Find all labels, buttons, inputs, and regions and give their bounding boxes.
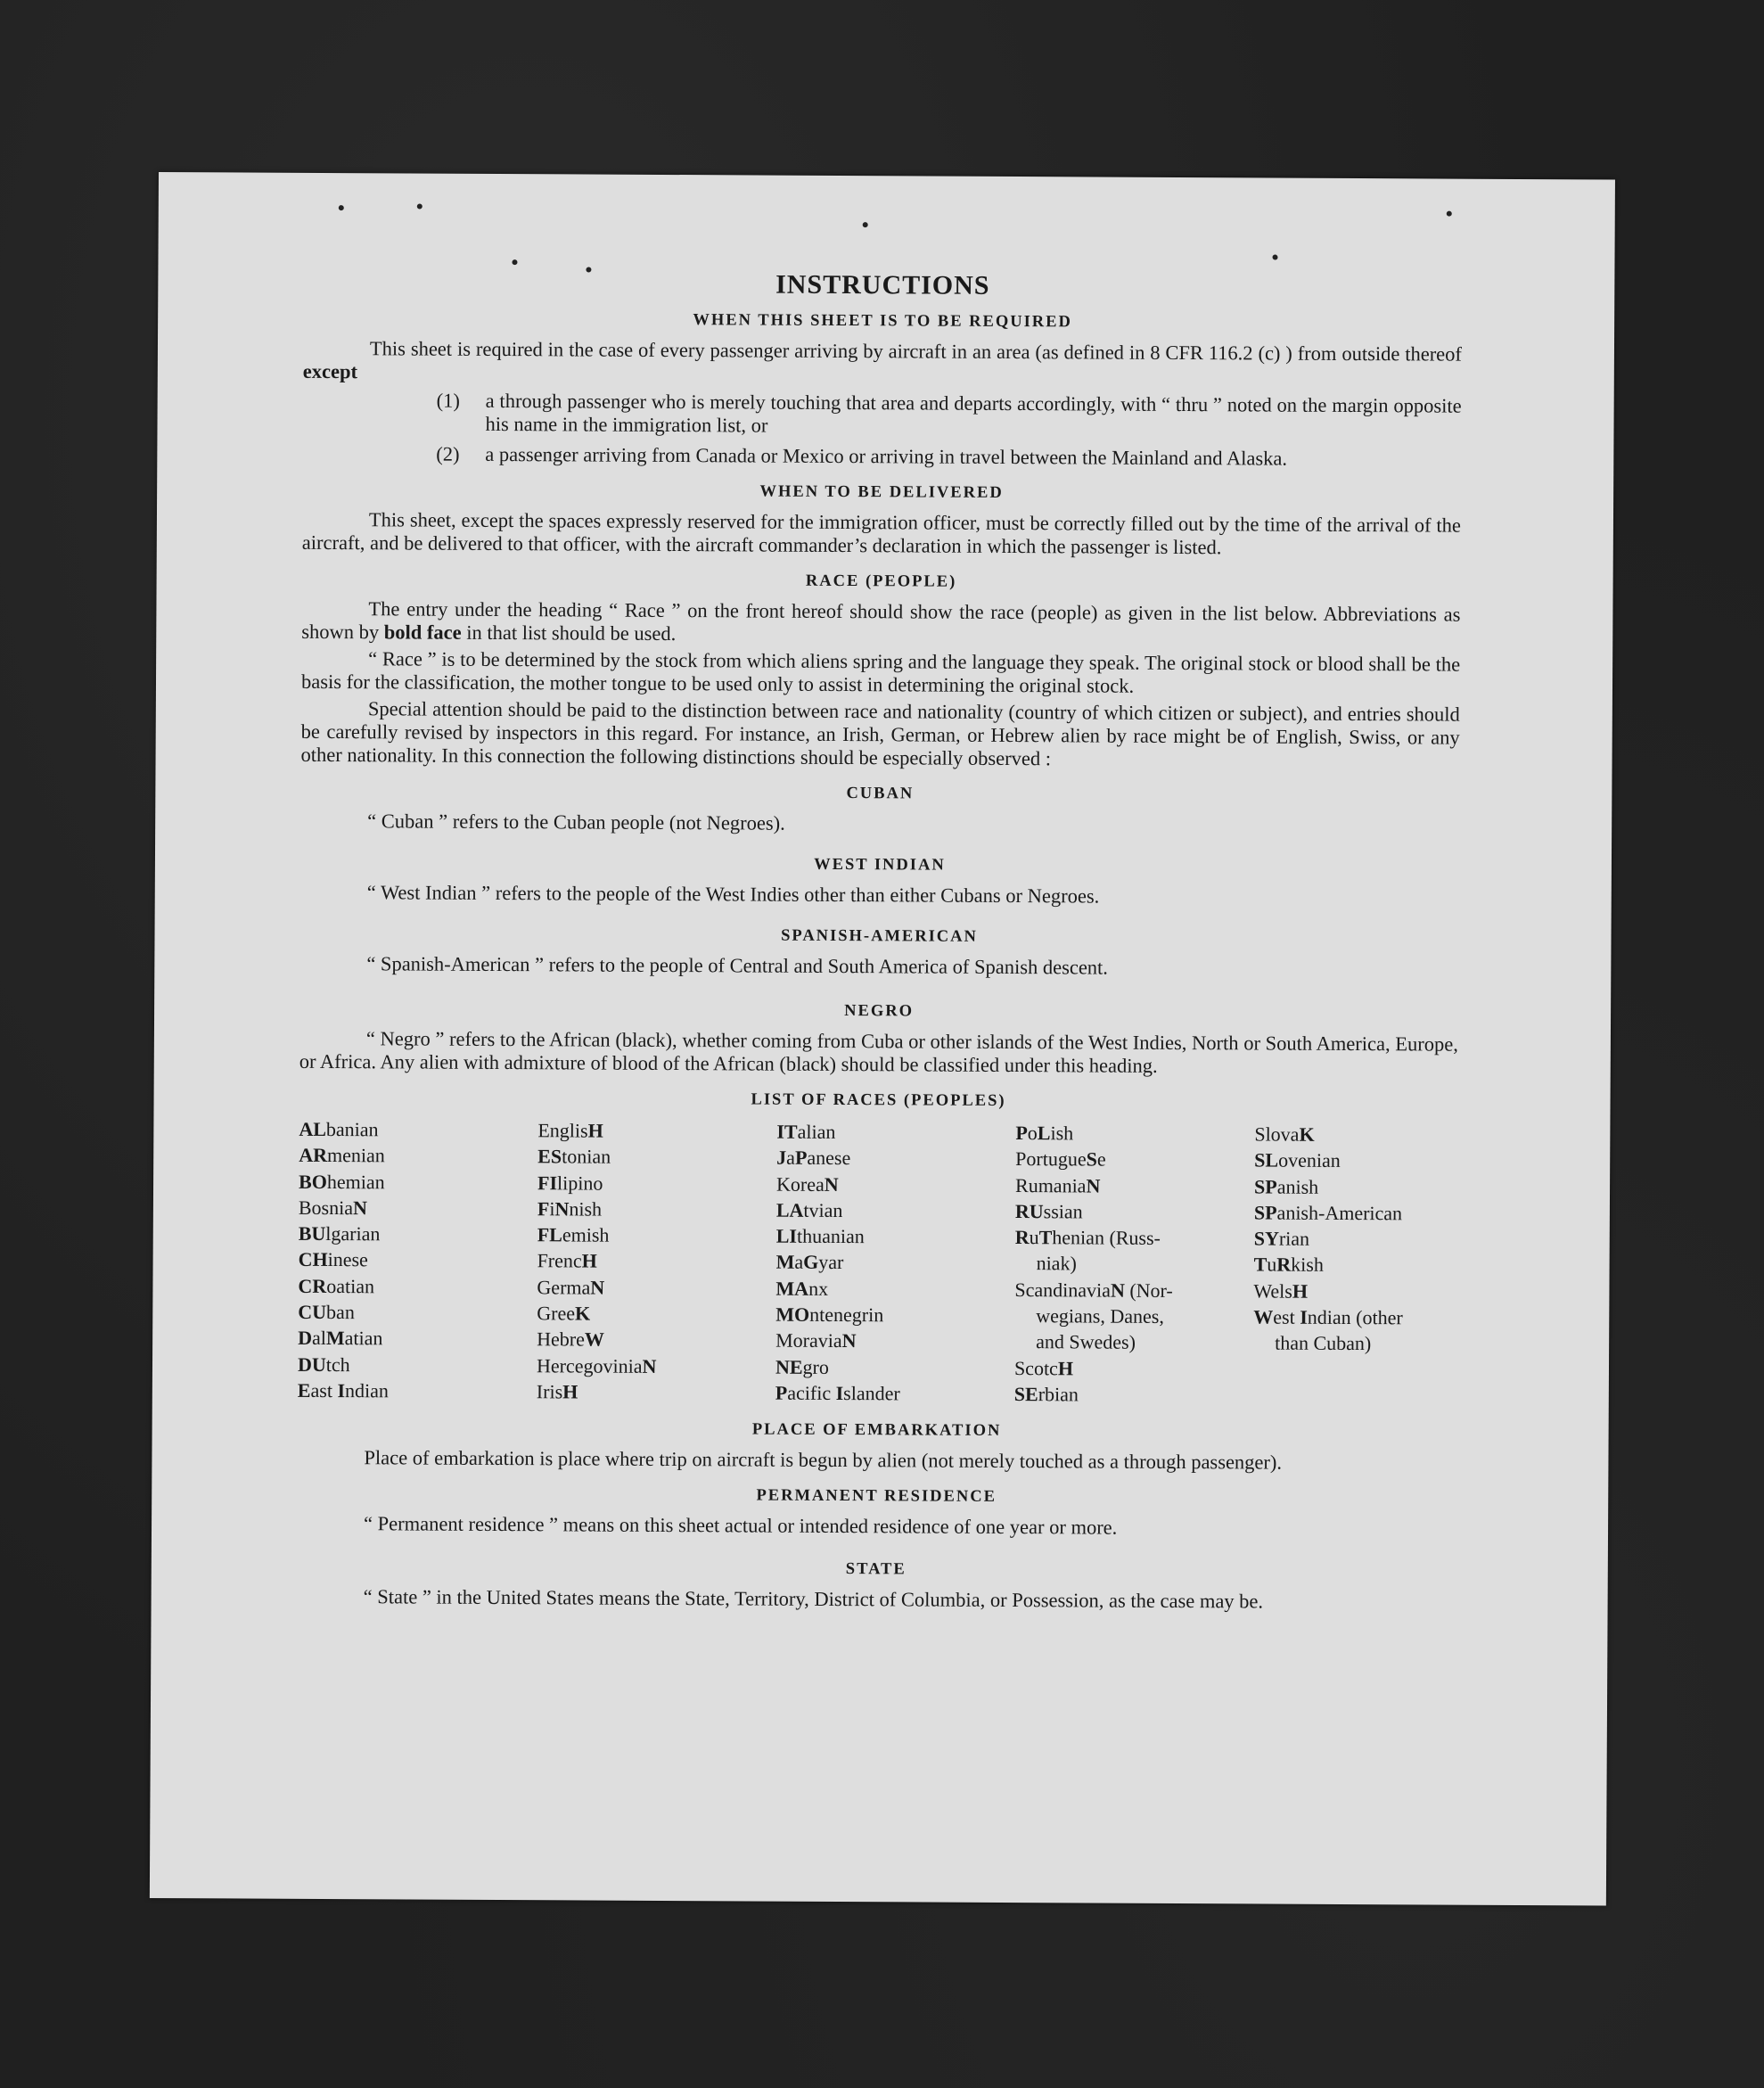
race-entry: niak) xyxy=(1036,1252,1077,1275)
race-entry: BOhemian xyxy=(299,1170,385,1193)
race-paragraph-1: The entry under the heading “ Race ” on the front hereof should show the race (people) as given in the list below. Abbreviations as shown by bold face in that list should be used. xyxy=(301,597,1461,645)
race-entry: PortugueSe xyxy=(1015,1147,1106,1171)
document-page xyxy=(150,172,1615,1906)
race-entry: HercegoviniaN xyxy=(536,1353,657,1377)
races-column xyxy=(1253,1121,1458,1409)
speck xyxy=(863,222,868,227)
heading-negro: NEGRO xyxy=(844,1002,915,1021)
speck xyxy=(1273,255,1278,260)
race-entry: IrisH xyxy=(536,1380,578,1403)
race-entry: TuRkish xyxy=(1253,1253,1324,1277)
race-entry: EnglisH xyxy=(537,1119,603,1142)
races-list xyxy=(298,1116,1458,1410)
race-entry: LAtvian xyxy=(775,1198,843,1221)
spanish-american-text: “ Spanish-American ” refers to the people of Central and South America of Spanish descent. xyxy=(366,952,1109,979)
race-entry: EStonian xyxy=(537,1145,611,1168)
race-entry: than Cuban) xyxy=(1275,1331,1372,1355)
heading-state: STATE xyxy=(845,1560,907,1579)
race-entry: RuThenian (Russ- xyxy=(1014,1226,1161,1250)
speck xyxy=(339,205,344,210)
speck xyxy=(417,204,423,210)
heading-delivered: WHEN TO BE DELIVERED xyxy=(759,482,1004,502)
heading-cuban: CUBAN xyxy=(846,785,915,803)
heading-race: RACE (PEOPLE) xyxy=(805,571,957,591)
race-entry: BosniaN xyxy=(298,1196,368,1220)
residence-text: “ Permanent residence ” means on this sheet actual or intended residence of one year or more. xyxy=(364,1512,1118,1539)
race-entry: RumaniaN xyxy=(1014,1173,1101,1197)
race-entry: MoraviaN xyxy=(775,1329,857,1352)
races-column xyxy=(537,1117,777,1406)
heading-embarkation: PLACE OF EMBARKATION xyxy=(751,1420,1002,1441)
page-title: INSTRUCTIONS xyxy=(775,269,990,300)
speck xyxy=(1447,211,1452,217)
race-entry: and Swedes) xyxy=(1036,1330,1136,1354)
speck xyxy=(512,259,517,265)
race-entry: WelsH xyxy=(1253,1279,1309,1303)
race-entry: wegians, Danes, xyxy=(1036,1304,1164,1328)
state-text: “ State ” in the United States means the State, Territory, District of Columbia, or Possession, as the case may be. xyxy=(363,1585,1264,1613)
race-entry: ITalian xyxy=(776,1120,836,1143)
race-paragraph-3: Special attention should be paid to the distinction between race and nationality (country of which citizen or subject), and entries should be carefully revised by inspectors in this regard. For instance, an Irish, German, or Hebrew alien by race might be of English, Swiss, or any other nationality. In this connection the following distinctions should be especially observed : xyxy=(300,697,1460,770)
race-entry: SlovaK xyxy=(1254,1122,1315,1146)
race-entry: JaPanese xyxy=(776,1146,851,1170)
race-entry: CRoatian xyxy=(298,1274,375,1298)
race-entry: SPanish-American xyxy=(1253,1201,1403,1225)
embarkation-text: Place of embarkation is place where trip on aircraft is begun by alien (not merely touched as a through passenger). xyxy=(364,1446,1283,1474)
races-column xyxy=(298,1116,538,1405)
race-entry: CHinese xyxy=(298,1248,368,1271)
race-entry: DUtch xyxy=(297,1352,350,1376)
race-entry: BUlgarian xyxy=(298,1222,381,1245)
race-entry: ScandinaviaN (Nor- xyxy=(1014,1278,1173,1302)
races-column xyxy=(1014,1120,1255,1409)
race-entry: PoLish xyxy=(1015,1122,1074,1145)
race-entry: LIthuanian xyxy=(775,1224,865,1248)
race-entry: CUban xyxy=(298,1300,355,1324)
race-entry: MOntenegrin xyxy=(775,1303,884,1327)
heading-required: WHEN THIS SHEET IS TO BE REQUIRED xyxy=(693,311,1072,332)
race-entry: KoreaN xyxy=(776,1172,839,1196)
race-entry: ScotcH xyxy=(1013,1356,1074,1380)
required-intro: This sheet is required in the case of every passenger arriving by aircraft in an area (as defined in 8 CFR 116.2 (c) ) from outside thereof except xyxy=(302,337,1463,383)
race-entry: SLovenian xyxy=(1254,1148,1341,1172)
west-indian-text: “ West Indian ” refers to the people of the West Indies other than either Cubans or Negroes. xyxy=(366,881,1100,908)
heading-west-indian: WEST INDIAN xyxy=(814,855,946,875)
race-entry: ARmenian xyxy=(299,1144,385,1167)
races-column xyxy=(775,1119,1016,1408)
race-entry: FIlipino xyxy=(537,1171,603,1195)
race-entry: ALbanian xyxy=(299,1117,379,1141)
negro-text: “ Negro ” refers to the African (black), whether coming from Cuba or other islands of the West Indies, North or South America, Europe, or Africa. Any alien with admixture of blood of the African (black) should be classified under this heading. xyxy=(299,1027,1458,1077)
race-entry: GreeK xyxy=(537,1302,591,1325)
race-entry: Pacific Islander xyxy=(775,1381,900,1405)
race-entry: NEgro xyxy=(775,1355,829,1378)
race-entry: FrencH xyxy=(537,1249,597,1273)
race-paragraph-2: “ Race ” is to be determined by the stock from which aliens spring and the language they speak. The original stock or blood shall be the basis for the classification, the mother tongue to be used only to assist in determining the original stock. xyxy=(300,647,1461,697)
heading-spanish-american: SPANISH-AMERICAN xyxy=(781,926,978,946)
race-entry: HebreW xyxy=(537,1328,604,1352)
heading-list-of-races: LIST OF RACES (PEOPLES) xyxy=(751,1090,1006,1110)
race-entry: RUssian xyxy=(1014,1199,1083,1223)
race-entry: FiNnish xyxy=(537,1197,603,1221)
race-entry: SPanish xyxy=(1253,1175,1319,1198)
race-entry: SYrian xyxy=(1253,1227,1310,1250)
race-entry: East Indian xyxy=(297,1378,390,1402)
race-entry: SErbian xyxy=(1013,1383,1079,1406)
race-entry: FLemish xyxy=(537,1223,610,1246)
instructions-content xyxy=(297,271,1463,1615)
race-entry: GermaN xyxy=(537,1276,605,1299)
race-entry: MaGyar xyxy=(775,1251,844,1274)
required-item-1: (1) a through passenger who is merely touching that area and departs accordingly, with “ thru ” noted on the margin opposite his name in the immigration list, or xyxy=(436,389,1462,437)
delivered-text: This sheet, except the spaces expressly reserved for the immigration officer, must be correctly filled out by the time of the arrival of the aircraft, and be delivered to that officer, with the aircraft commander’s declaration in which the passenger is listed. xyxy=(301,508,1462,559)
cuban-text: “ Cuban ” refers to the Cuban people (not Negroes). xyxy=(367,810,785,834)
required-item-2: (2) a passenger arriving from Canada or Mexico or arriving in travel between the Mainland and Alaska. xyxy=(436,442,1288,470)
race-entry: DalMatian xyxy=(298,1327,383,1350)
race-entry: MAnx xyxy=(775,1277,829,1300)
race-entry: West Indian (other xyxy=(1253,1305,1403,1329)
heading-residence: PERMANENT RESIDENCE xyxy=(756,1486,997,1507)
